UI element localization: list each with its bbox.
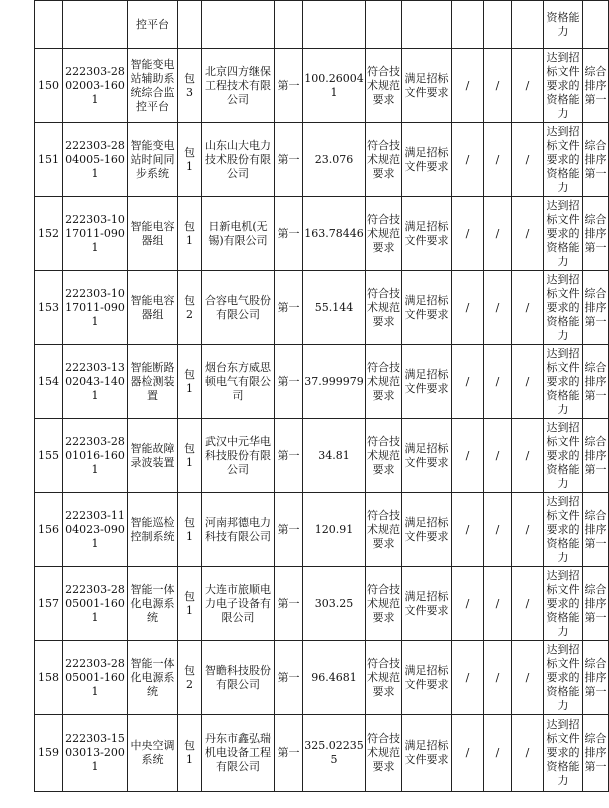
col-blank-3: / <box>512 123 544 197</box>
col-blank-3: / <box>512 271 544 345</box>
item-name: 智能电容器组 <box>128 271 178 345</box>
item-name: 智能故障录波装置 <box>128 419 178 493</box>
bid-compliance: 满足招标文件要求 <box>402 123 452 197</box>
bid-price: 37.999979 <box>303 345 366 419</box>
col-blank-3: / <box>512 567 544 641</box>
qualification: 达到招标文件要求的资格能力 <box>544 419 583 493</box>
rank: 第一 <box>275 493 303 567</box>
bid-price: 303.25 <box>303 567 366 641</box>
bid-price: 163.78446 <box>303 197 366 271</box>
col-blank-3: / <box>512 493 544 567</box>
col-blank-3: / <box>512 197 544 271</box>
qualification: 达到招标文件要求的资格能力 <box>544 49 583 123</box>
rank: 第一 <box>275 123 303 197</box>
table-row <box>35 419 609 493</box>
package-code: 222303-2804005-1601 <box>63 123 128 197</box>
item-name: 智能一体化电源系统 <box>128 641 178 715</box>
evaluation-method: 综合排序第一 <box>583 493 609 567</box>
package-label: 包 1 <box>178 197 202 271</box>
bid-compliance: 满足招标文件要求 <box>402 641 452 715</box>
rank: 第一 <box>275 49 303 123</box>
bid-price: 34.81 <box>303 419 366 493</box>
col-blank-2: / <box>484 493 512 567</box>
table-row <box>35 715 609 792</box>
qualification: 达到招标文件要求的资格能力 <box>544 567 583 641</box>
qualification: 达到招标文件要求的资格能力 <box>544 197 583 271</box>
col-blank-3: / <box>512 715 544 792</box>
package-code: 222303-1104023-0901 <box>63 493 128 567</box>
supplier-name: 河南邦德电力科技有限公司 <box>202 493 275 567</box>
qualification: 达到招标文件要求的资格能力 <box>544 123 583 197</box>
bid-compliance: 满足招标文件要求 <box>402 715 452 792</box>
bid-price: 325.022355 <box>303 715 366 792</box>
bid-price: 55.144 <box>303 271 366 345</box>
package-label: 包 3 <box>178 49 202 123</box>
qualification: 达到招标文件要求的资格能力 <box>544 715 583 792</box>
evaluation-method: 综合排序第一 <box>583 49 609 123</box>
item-name: 智能电容器组 <box>128 197 178 271</box>
tech-compliance: 符合技术规范要求 <box>366 419 402 493</box>
table-row <box>35 123 609 197</box>
package-code: 222303-1302043-1401 <box>63 345 128 419</box>
item-name: 智能巡检控制系统 <box>128 493 178 567</box>
package-code: 222303-2802003-1601 <box>63 49 128 123</box>
evaluation-method: 综合排序第一 <box>583 271 609 345</box>
col-blank-3: / <box>512 419 544 493</box>
col-blank-3: / <box>512 49 544 123</box>
supplier-name: 烟台东方威思顿电气有限公司 <box>202 345 275 419</box>
evaluation-method: 综合排序第一 <box>583 715 609 792</box>
bid-compliance: 满足招标文件要求 <box>402 567 452 641</box>
col-blank-1: / <box>452 123 484 197</box>
col-blank-3: / <box>512 641 544 715</box>
row-number: 158 <box>35 641 63 715</box>
supplier-name: 智瞻科技股份有限公司 <box>202 641 275 715</box>
bid-results-table <box>34 0 609 792</box>
evaluation-method: 综合排序第一 <box>583 345 609 419</box>
qualification: 达到招标文件要求的资格能力 <box>544 641 583 715</box>
col-blank-2: / <box>484 419 512 493</box>
col-blank-2: / <box>484 715 512 792</box>
rank: 第一 <box>275 715 303 792</box>
package-label: 包 2 <box>178 271 202 345</box>
package-code: 222303-1017011-0901 <box>63 271 128 345</box>
item-name-tail: 控平台 <box>128 1 178 49</box>
col-blank-2: / <box>484 49 512 123</box>
row-number: 155 <box>35 419 63 493</box>
row-number: 150 <box>35 49 63 123</box>
package-code: 222303-2805001-1601 <box>63 567 128 641</box>
tech-compliance: 符合技术规范要求 <box>366 715 402 792</box>
table-row <box>35 271 609 345</box>
col-blank-1: / <box>452 641 484 715</box>
col-blank-2: / <box>484 641 512 715</box>
row-number: 156 <box>35 493 63 567</box>
row-number: 153 <box>35 271 63 345</box>
tech-compliance: 符合技术规范要求 <box>366 123 402 197</box>
package-label: 包 1 <box>178 567 202 641</box>
package-label: 包 1 <box>178 493 202 567</box>
tech-compliance: 符合技术规范要求 <box>366 641 402 715</box>
supplier-name: 丹东市鑫弘瑞机电设备工程有限公司 <box>202 715 275 792</box>
bid-compliance: 满足招标文件要求 <box>402 271 452 345</box>
tech-compliance: 符合技术规范要求 <box>366 271 402 345</box>
evaluation-method: 综合排序第一 <box>583 123 609 197</box>
supplier-name: 大连市旅顺电力电子设备有限公司 <box>202 567 275 641</box>
supplier-name: 山东山大电力技术股份有限公司 <box>202 123 275 197</box>
rank: 第一 <box>275 197 303 271</box>
evaluation-method: 综合排序第一 <box>583 641 609 715</box>
col-blank-1: / <box>452 715 484 792</box>
row-number: 152 <box>35 197 63 271</box>
qualification: 达到招标文件要求的资格能力 <box>544 271 583 345</box>
item-name: 智能断路器检测装置 <box>128 345 178 419</box>
tech-compliance: 符合技术规范要求 <box>366 345 402 419</box>
evaluation-method: 综合排序第一 <box>583 197 609 271</box>
col-blank-2: / <box>484 345 512 419</box>
package-label: 包 1 <box>178 123 202 197</box>
bid-price: 120.91 <box>303 493 366 567</box>
supplier-name: 合容电气股份有限公司 <box>202 271 275 345</box>
col-blank-1: / <box>452 345 484 419</box>
item-name: 智能变电站辅助系统综合监控平台 <box>128 49 178 123</box>
tech-compliance: 符合技术规范要求 <box>366 49 402 123</box>
bid-compliance: 满足招标文件要求 <box>402 493 452 567</box>
package-code: 222303-2805001-1601 <box>63 641 128 715</box>
col-blank-2: / <box>484 123 512 197</box>
table-row <box>35 345 609 419</box>
supplier-name: 武汉中元华电科技股份有限公司 <box>202 419 275 493</box>
rank: 第一 <box>275 345 303 419</box>
col-blank-2: / <box>484 197 512 271</box>
col-blank-1: / <box>452 49 484 123</box>
package-code: 222303-1503013-2001 <box>63 715 128 792</box>
package-code: 222303-1017011-0901 <box>63 197 128 271</box>
bid-compliance: 满足招标文件要求 <box>402 197 452 271</box>
table-row <box>35 197 609 271</box>
item-name: 智能变电站时间同步系统 <box>128 123 178 197</box>
col-blank-2: / <box>484 271 512 345</box>
row-number: 154 <box>35 345 63 419</box>
package-label: 包 1 <box>178 419 202 493</box>
package-label: 包 2 <box>178 641 202 715</box>
package-label: 包 1 <box>178 345 202 419</box>
rank: 第一 <box>275 641 303 715</box>
bid-compliance: 满足招标文件要求 <box>402 419 452 493</box>
bid-price: 23.076 <box>303 123 366 197</box>
row-number: 151 <box>35 123 63 197</box>
qualification: 达到招标文件要求的资格能力 <box>544 493 583 567</box>
evaluation-method: 综合排序第一 <box>583 567 609 641</box>
col-blank-1: / <box>452 271 484 345</box>
package-code: 222303-2801016-1601 <box>63 419 128 493</box>
bid-price: 96.4681 <box>303 641 366 715</box>
bid-compliance: 满足招标文件要求 <box>402 345 452 419</box>
rank: 第一 <box>275 567 303 641</box>
tech-compliance: 符合技术规范要求 <box>366 197 402 271</box>
package-label: 包 1 <box>178 715 202 792</box>
qualification-tail: 资格能力 <box>544 1 583 49</box>
table-row <box>35 49 609 123</box>
tech-compliance: 符合技术规范要求 <box>366 493 402 567</box>
col-blank-1: / <box>452 197 484 271</box>
qualification: 达到招标文件要求的资格能力 <box>544 345 583 419</box>
table-row <box>35 641 609 715</box>
row-number: 159 <box>35 715 63 792</box>
evaluation-method: 综合排序第一 <box>583 419 609 493</box>
item-name: 智能一体化电源系统 <box>128 567 178 641</box>
rank: 第一 <box>275 271 303 345</box>
col-blank-1: / <box>452 567 484 641</box>
rank: 第一 <box>275 419 303 493</box>
item-name: 中央空调系统 <box>128 715 178 792</box>
tech-compliance: 符合技术规范要求 <box>366 567 402 641</box>
col-blank-1: / <box>452 493 484 567</box>
bid-price: 100.260041 <box>303 49 366 123</box>
col-blank-3: / <box>512 345 544 419</box>
supplier-name: 日新电机(无锡)有限公司 <box>202 197 275 271</box>
table-row <box>35 567 609 641</box>
col-blank-1: / <box>452 419 484 493</box>
table-row <box>35 493 609 567</box>
row-number: 157 <box>35 567 63 641</box>
table-row-continued <box>35 1 609 49</box>
bid-compliance: 满足招标文件要求 <box>402 49 452 123</box>
supplier-name: 北京四方继保工程技术有限公司 <box>202 49 275 123</box>
col-blank-2: / <box>484 567 512 641</box>
